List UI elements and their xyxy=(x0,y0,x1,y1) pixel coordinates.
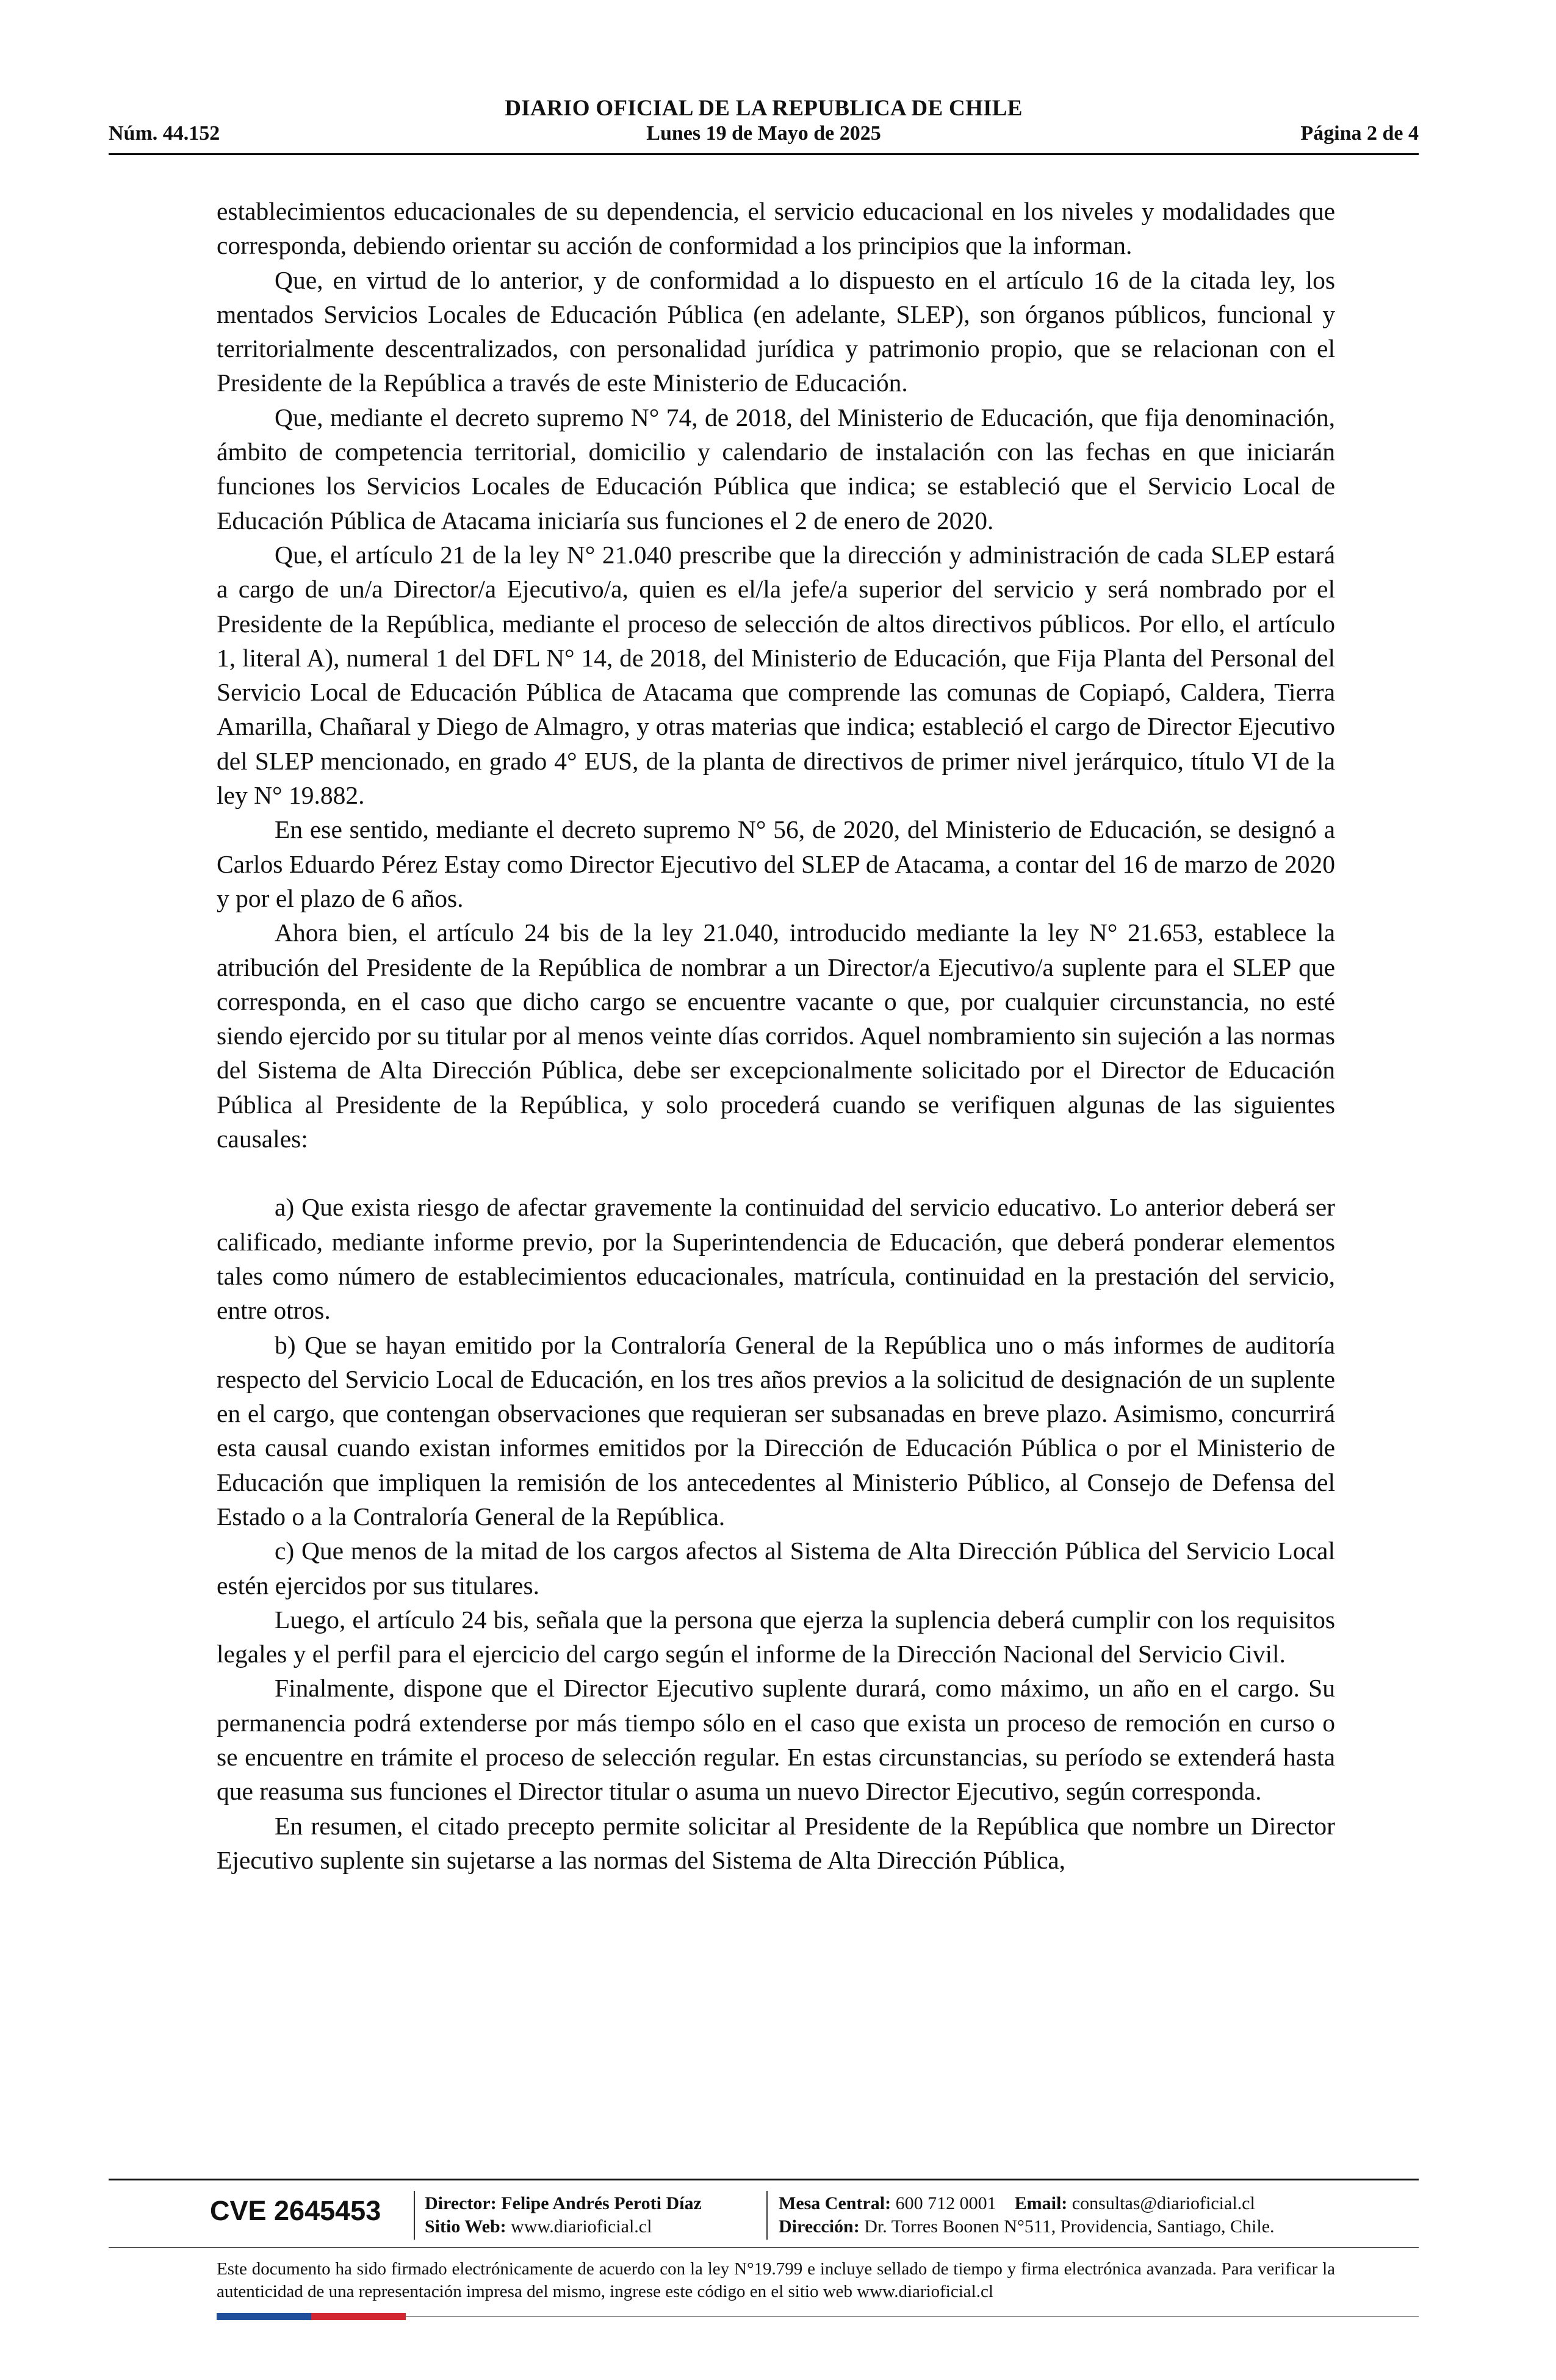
header-info-row xyxy=(109,122,1419,149)
footer-director-block xyxy=(425,2192,702,2238)
list-item-a: a) Que exista riesgo de afectar gravemente la continuidad del servicio educativo. Lo anterior deberá ser calificado, mediante informe previo, por la Superintendencia de Educación, que deberá ponderar elementos tales como número de establecimientos educacionales, matrícula, continuidad en la prestación del servicio, entre otros. xyxy=(217,1193,1335,1325)
address-label: Dirección: xyxy=(779,2216,860,2237)
cve-code: CVE 2645453 xyxy=(210,2195,381,2226)
paragraph: Que, el artículo 21 de la ley N° 21.040 prescribe que la dirección y administración de cada SLEP estará a cargo de un/a Director/a Ejecutivo/a, quien es el/la jefe/a superior del servicio y será nombrado por el Presidente de la República, mediante el proceso de selección de altos directivos públicos. Por ello, el artículo 1, literal A), numeral 1 del DFL N° 14, de 2018, del Ministerio de Educación, que Fija Planta del Personal del Servicio Local de Educación Pública de Atacama que comprende las comunas de Copiapó, Caldera, Tierra Amarilla, Chañaral y Diego de Almagro, y otras materias que indica; estableció el cargo de Director Ejecutivo del SLEP mencionado, en grado 4° EUS, de la planta de directivos de primer nivel jerárquico, título VI de la ley N° 19.882. xyxy=(217,540,1335,810)
header-divider xyxy=(109,153,1419,155)
paragraph: En ese sentido, mediante el decreto supremo N° 56, de 2020, del Ministerio de Educación, se designó a Carlos Eduardo Pérez Estay como Director Ejecutivo del SLEP de Atacama, a contar del 16 de marzo de 2020 y por el plazo de 6 años. xyxy=(217,815,1335,912)
paragraph: En resumen, el citado precepto permite solicitar al Presidente de la República que nombre un Director Ejecutivo suplente sin sujetarse a las normas del Sistema de Alta Dirección Pública, xyxy=(217,1811,1335,1874)
list-item-b: b) Que se hayan emitido por la Contraloría General de la República uno o más informes de auditoría respecto del Servicio Local de Educación, en los tres años previos a la solicitud de designación de un suplente en el cargo, que contengan observaciones que requieran ser subsanadas en breve plazo. Asimismo, concurrirá esta causal cuando existan informes emitidos por la Dirección de Educación Pública o por el Ministerio de Educación que impliquen la remisión de los antecedentes al Ministerio Público, al Consejo de Defensa del Estado o a la Contraloría General de la República. xyxy=(217,1330,1335,1531)
page-header xyxy=(109,92,1419,153)
footer-divider-middle xyxy=(109,2247,1419,2248)
paragraph: Ahora bien, el artículo 24 bis de la ley 21.040, introducido mediante la ley N° 21.653, establece la atribución del Presidente de la República de nombrar a un Director/a Ejecutivo/a suplente para el SLEP que corresponda, en el caso que dicho cargo se encuentre vacante o que, por cualquier circunstancia, no esté siendo ejercido por su titular por al menos veinte días corridos. Aquel nombramiento sin sujeción a las normas del Sistema de Alta Dirección Pública, debe ser excepcionalmente solicitado por el Director de Educación Pública al Presidente de la República, y solo procederá cuando se verifiquen algunas de las siguientes causales: xyxy=(217,918,1335,1153)
web-link[interactable]: www.diarioficial.cl xyxy=(511,2216,652,2237)
paragraph: Finalmente, dispone que el Director Ejecutivo suplente durará, como máximo, un año en el cargo. Su permanencia podrá extenderse por más tiempo sólo en el caso que exista un proceso de remoción en curso o se encuentre en trámite el proceso de selección regular. En estas circunstancias, su período se extenderá hasta que reasuma sus funciones el Director titular o asuma un nuevo Director Ejecutivo, según corresponda. xyxy=(217,1674,1335,1806)
list-item-c: c) Que menos de la mitad de los cargos afectos al Sistema de Alta Dirección Pública del Servicio Local estén ejercidos por sus titulares. xyxy=(217,1537,1335,1599)
footer-divider-top xyxy=(109,2179,1419,2180)
footer-contact-block xyxy=(779,2192,1275,2238)
mesa-label: Mesa Central: xyxy=(779,2193,891,2213)
director-label: Director: xyxy=(425,2193,497,2213)
flag-stripe-red xyxy=(311,2313,406,2320)
page-number: Página 2 de 4 xyxy=(1300,122,1419,145)
address-value: Dr. Torres Boonen N°511, Providencia, Santiago, Chile. xyxy=(864,2216,1275,2237)
director-name: Felipe Andrés Peroti Díaz xyxy=(501,2193,702,2213)
footer-separator xyxy=(766,2191,768,2240)
flag-stripe-blue xyxy=(217,2313,311,2320)
paragraph: Que, mediante el decreto supremo N° 74, de 2018, del Ministerio de Educación, que fija denominación, ámbito de competencia territorial, domicilio y calendario de instalación con las fechas en que iniciarán funciones los Servicios Locales de Educación Pública que indica; se estableció que el Servicio Local de Educación Pública de Atacama iniciaría sus funciones el 2 de enero de 2020. xyxy=(217,403,1335,535)
issue-number: Núm. 44.152 xyxy=(109,122,220,145)
document-body xyxy=(217,194,1335,1877)
footer-separator xyxy=(414,2191,415,2240)
footer-divider-bottom xyxy=(406,2316,1419,2317)
email-label: Email: xyxy=(1014,2193,1068,2213)
issue-date: Lunes 19 de Mayo de 2025 xyxy=(646,122,881,145)
paragraph: Luego, el artículo 24 bis, señala que la persona que ejerza la suplencia deberá cumplir con los requisitos legales y el perfil para el ejercicio del cargo según el informe de la Dirección Nacional del Servicio Civil. xyxy=(217,1605,1335,1668)
paragraph: establecimientos educacionales de su dependencia, el servicio educacional en los niveles y modalidades que corresponda, debiendo orientar su acción de conformidad a los principios que la informan. xyxy=(217,197,1335,260)
email-link[interactable]: consultas@diarioficial.cl xyxy=(1072,2193,1255,2213)
mesa-value: 600 712 0001 xyxy=(895,2193,996,2213)
gazette-title: DIARIO OFICIAL DE LA REPUBLICA DE CHILE xyxy=(505,96,1023,121)
signature-disclaimer: Este documento ha sido firmado electrónicamente de acuerdo con la ley N°19.799 e incluye sellado de tiempo y firma electrónica avanzada. Para verificar la autenticidad de una representación impresa del mismo, ingrese este código en el sitio web www.diarioficial.cl xyxy=(217,2259,1335,2301)
web-label: Sitio Web: xyxy=(425,2216,506,2237)
paragraph: Que, en virtud de lo anterior, y de conformidad a lo dispuesto en el artículo 16 de la citada ley, los mentados Servicios Locales de Educación Pública (en adelante, SLEP), son órganos públicos, funcional y territorialmente descentralizados, con personalidad jurídica y patrimonio propio, que se relacionan con el Presidente de la República a través de este Ministerio de Educación. xyxy=(217,265,1335,397)
